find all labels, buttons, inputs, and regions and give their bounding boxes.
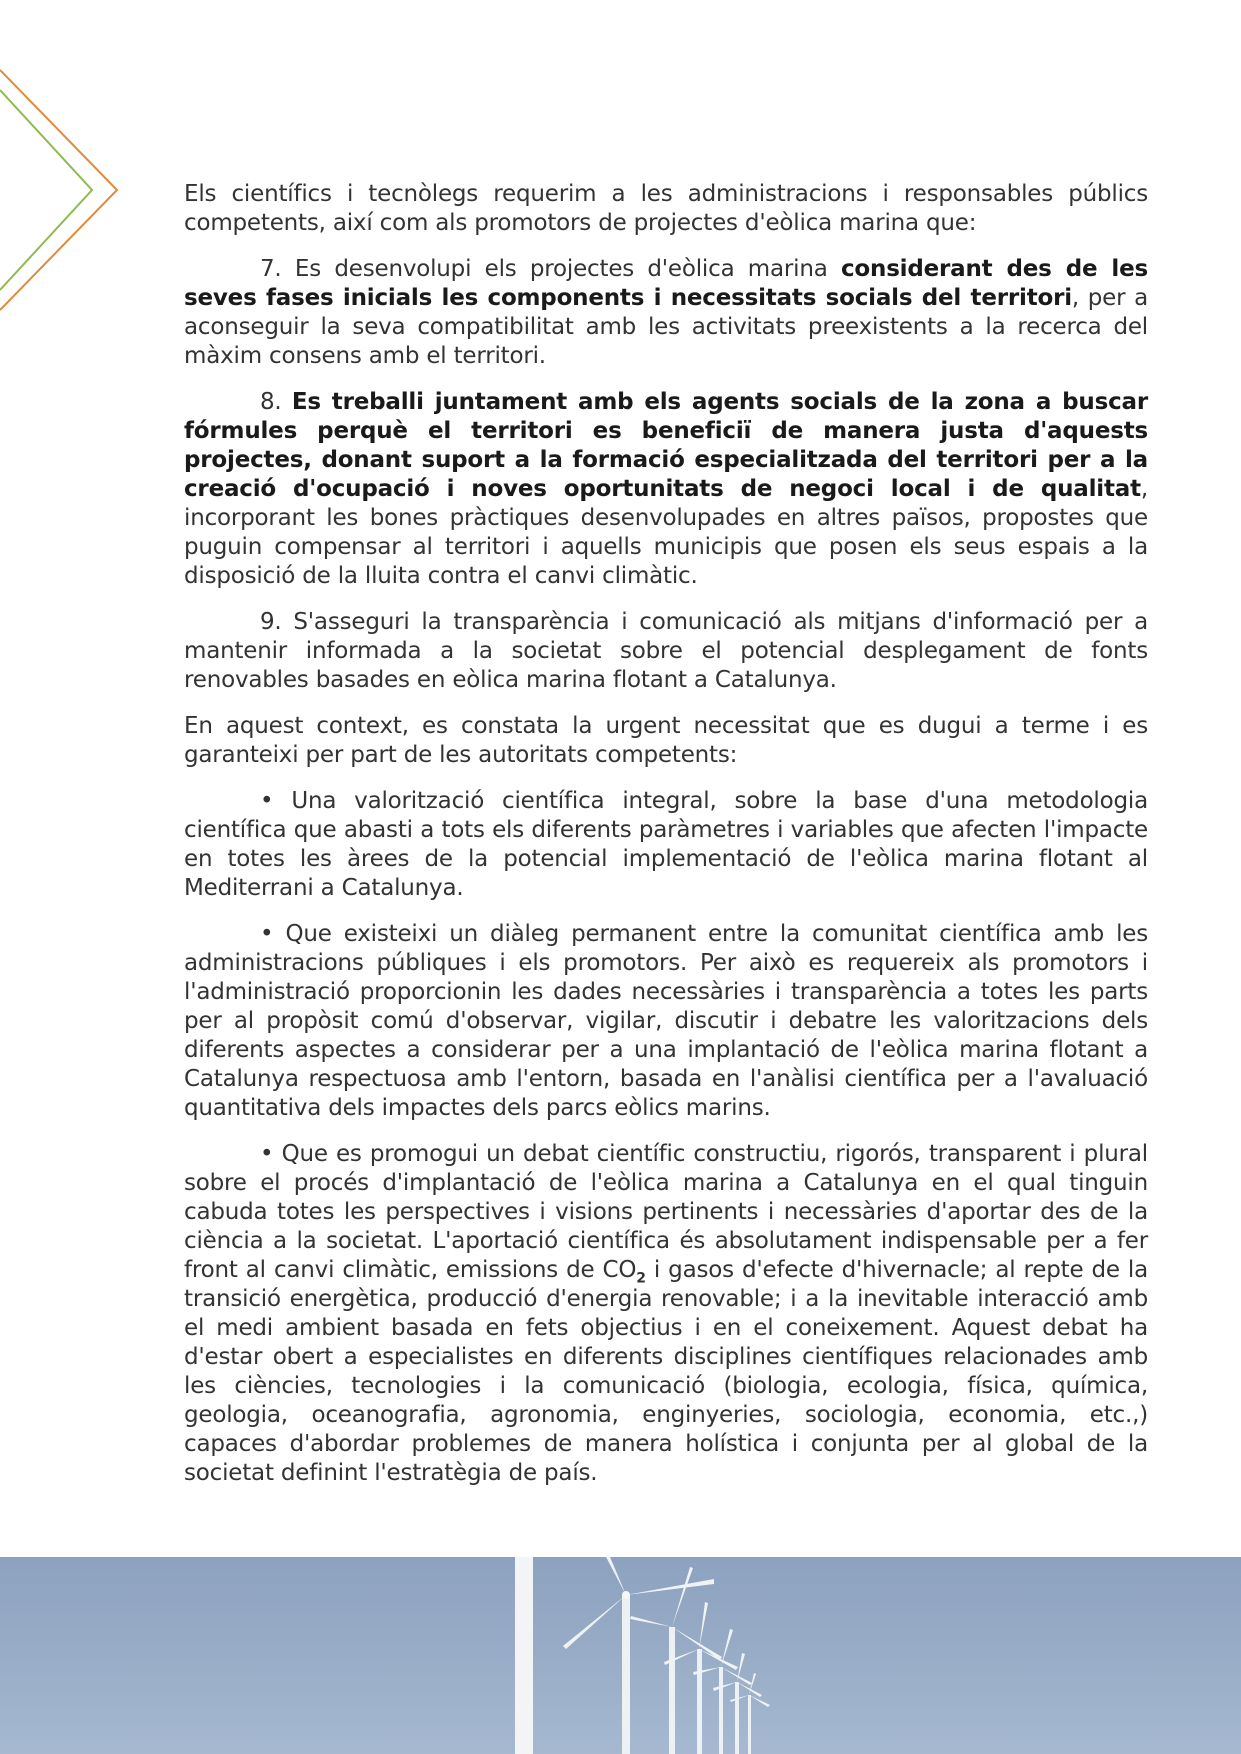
bullet-2 xyxy=(184,920,1148,1123)
bullet-symbol: • xyxy=(260,788,274,814)
turbine xyxy=(630,1567,722,1754)
intro-paragraph: Els científics i tecnòlegs requerim a les administracions i responsables públics competents, així com als promotors de projectes d'eòlica marina que: xyxy=(184,181,1148,236)
bullet-1 xyxy=(184,787,1148,903)
item-7-bold: considerant des de les seves fases inicials les components i necessitats socials del territori xyxy=(184,256,1148,311)
bullet-1-text: Una valorització científica integral, sobre la base d'una metodologia científica que abasti a tots els diferents paràmetres i variables que afecten l'impacte en totes les àrees de la potencial implementació de l'eòlica marina flotant al Mediterrani a Catalunya. xyxy=(184,788,1148,901)
item-7-rest: , per a aconseguir la seva compatibilitat amb les activitats preexistents a la recerca del màxim consens amb el territori. xyxy=(184,285,1148,369)
orange-chevron xyxy=(0,70,117,310)
item-8-number: 8. xyxy=(260,389,282,415)
co2-formula xyxy=(602,1257,646,1287)
item-7-text: Es desenvolupi els projectes d'eòlica marina xyxy=(294,256,828,282)
co2-subscript: 2 xyxy=(636,1270,646,1287)
context-paragraph: En aquest context, es constata la urgent necessitat que es dugui a terme i es garanteixi per part de les autoritats competents: xyxy=(184,713,1148,768)
item-9-number: 9. xyxy=(260,609,282,635)
item-8-bold: Es treballi juntament amb els agents socials de la zona a buscar fórmules perquè el territori es beneficiï de manera justa d'aquests projectes, donant suport a la formació especialitzada del territori per a la creació d'ocupació i noves oportunitats de negoci local i de qualitat xyxy=(184,389,1148,502)
wind-turbines-photo xyxy=(0,1557,1241,1754)
bullet-symbol: • xyxy=(260,921,274,947)
co2-base: CO xyxy=(602,1257,637,1283)
item-8-rest: , incorporant les bones pràctiques desenvolupades en altres països, propostes que puguin compensar al territori i aquells municipis que posen els seus espais a la disposició de la lluita contra el canvi climàtic. xyxy=(184,476,1148,589)
wind-turbines-illustration xyxy=(0,1557,1241,1754)
item-9 xyxy=(184,608,1148,695)
bullet-2-text: Que existeixi un diàleg permanent entre la comunitat científica amb les administracions públiques i els promotors. Per això es requereix als promotors i l'administració proporcionin les dades necessàries i transparència a totes les parts per al propòsit comú d'observar, vigilar, discutir i debatre les valoritzacions dels diferents aspectes a considerar per a una implantació de l'eòlica marina flotant a Catalunya respectuosa amb l'entorn, basada en l'anàlisi científica per a l'avaluació quantitativa dels impactes dels parcs eòlics marins. xyxy=(184,921,1148,1121)
turbine xyxy=(563,1557,714,1754)
turbine xyxy=(664,1602,738,1754)
item-8 xyxy=(184,388,1148,591)
bullet-3-text-a: Que es promogui un debat científic constructiu, rigorós, transparent i plural sobre el procés d'implantació de l'eòlica marina a Catalunya en el qual tinguin cabuda totes les perspectives i visions pertinents i necessàries d'aportar des de la ciència a la societat. L'aportació científica és absolutament indispensable per a fer front al canvi climàtic, emissions de xyxy=(184,1141,1148,1283)
green-chevron xyxy=(0,90,92,290)
turbine-tower xyxy=(515,1557,533,1754)
decorative-chevrons xyxy=(0,0,130,320)
bullet-3 xyxy=(184,1140,1148,1488)
bullet-symbol: • xyxy=(260,1141,274,1167)
item-9-text: S'asseguri la transparència i comunicació als mitjans d'informació per a mantenir informada a la societat sobre el potencial desplegament de fonts renovables basades en eòlica marina flotant a Catalunya. xyxy=(184,609,1148,693)
item-7-number: 7. xyxy=(260,256,282,282)
main-text xyxy=(184,180,1148,1505)
bullet-3-text-b: i gasos d'efecte d'hivernacle; al repte de la transició energètica, producció d'energia renovable; i a la inevitable interacció amb el medi ambient basada en fets objectius i en el coneixement. Aquest debat ha d'estar obert a especialistes en diferents disciplines científiques relacionades amb les ciències, tecnologies i la comunicació (biologia, ecologia, física, química, geologia, oceanografia, agronomia, enginyeries, sociologia, economia, etc.,) capaces d'abordar problemes de manera holística i conjunta per al global de la societat definint l'estratègia de país. xyxy=(184,1257,1148,1486)
item-7 xyxy=(184,255,1148,371)
